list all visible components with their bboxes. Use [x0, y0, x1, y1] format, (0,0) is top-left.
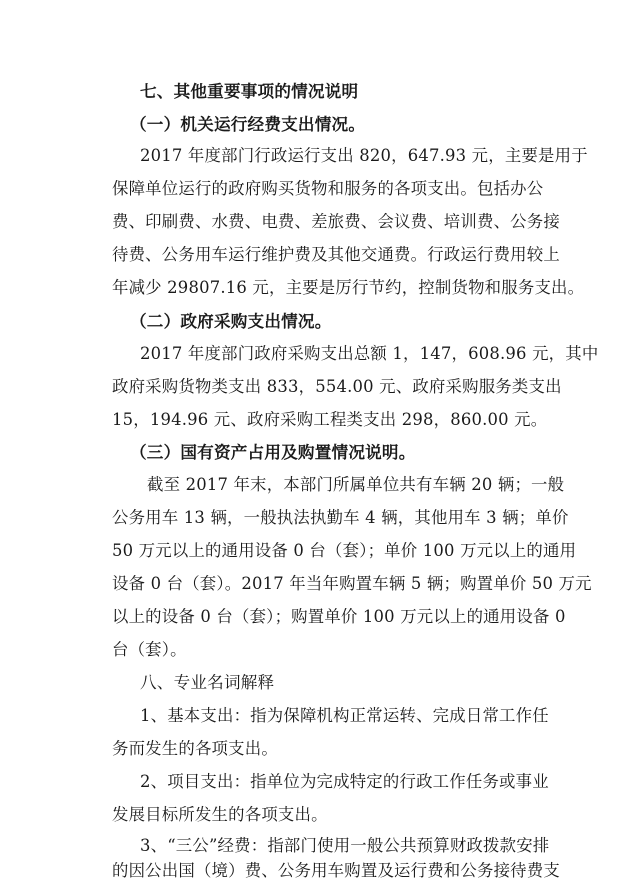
subsection-heading: （三）国有资产占用及购置情况说明。	[130, 442, 416, 462]
paragraph-line: 2017 年度部门行政运行支出 820，647.93 元，主要是用于	[140, 146, 588, 165]
paragraph-line: 费、印刷费、水费、电费、差旅费、会议费、培训费、公务接	[112, 212, 560, 231]
paragraph-line: 公务用车 13 辆，一般执法执勤车 4 辆，其他用车 3 辆；单价	[112, 508, 569, 527]
section-heading: 八、专业名词解释	[140, 673, 275, 692]
paragraph-line: 设备 0 台（套）。2017 年当年购置车辆 5 辆；购置单价 50 万元	[112, 574, 592, 593]
definition-line: 务而发生的各项支出。	[112, 739, 278, 758]
paragraph-line: 待费、公务用车运行维护费及其他交通费。行政运行费用较上	[112, 245, 560, 264]
definition-line: 的因公出国（境）费、公务用车购置及运行费和公务接待费支	[112, 861, 560, 880]
paragraph-line: 50 万元以上的通用设备 0 台（套）；单价 100 万元以上的通用	[112, 541, 577, 560]
paragraph-line: 政府采购货物类支出 833，554.00 元、政府采购服务类支出	[112, 377, 562, 396]
paragraph-line: 保障单位运行的政府购买货物和服务的各项支出。包括办公	[112, 179, 544, 198]
definition-line: 1、基本支出：指为保障机构正常运转、完成日常工作任	[140, 706, 549, 725]
definition-line: 3、“三公”经费：指部门使用一般公共预算财政拨款安排	[140, 836, 550, 855]
section-heading: 七、其他重要事项的情况说明	[140, 81, 359, 101]
definition-line: 发展目标所发生的各项支出。	[112, 805, 328, 824]
paragraph-line: 15，194.96 元、政府采购工程类支出 298，860.00 元。	[112, 410, 548, 429]
paragraph-line: 以上的设备 0 台（套）；购置单价 100 万元以上的通用设备 0	[112, 607, 566, 626]
paragraph-line: 年减少 29807.16 元，主要是厉行节约，控制货物和服务支出。	[112, 278, 585, 297]
subsection-heading: （二）政府采购支出情况。	[130, 311, 332, 331]
paragraph-line: 截至 2017 年末，本部门所属单位共有车辆 20 辆；一般	[147, 475, 565, 494]
paragraph-line: 2017 年度部门政府采购支出总额 1，147，608.96 元，其中	[140, 344, 599, 363]
paragraph-line: 台（套）。	[112, 640, 187, 659]
definition-line: 2、项目支出：指单位为完成特定的行政工作任务或事业	[140, 772, 549, 791]
subsection-heading: （一）机关运行经费支出情况。	[130, 114, 366, 134]
